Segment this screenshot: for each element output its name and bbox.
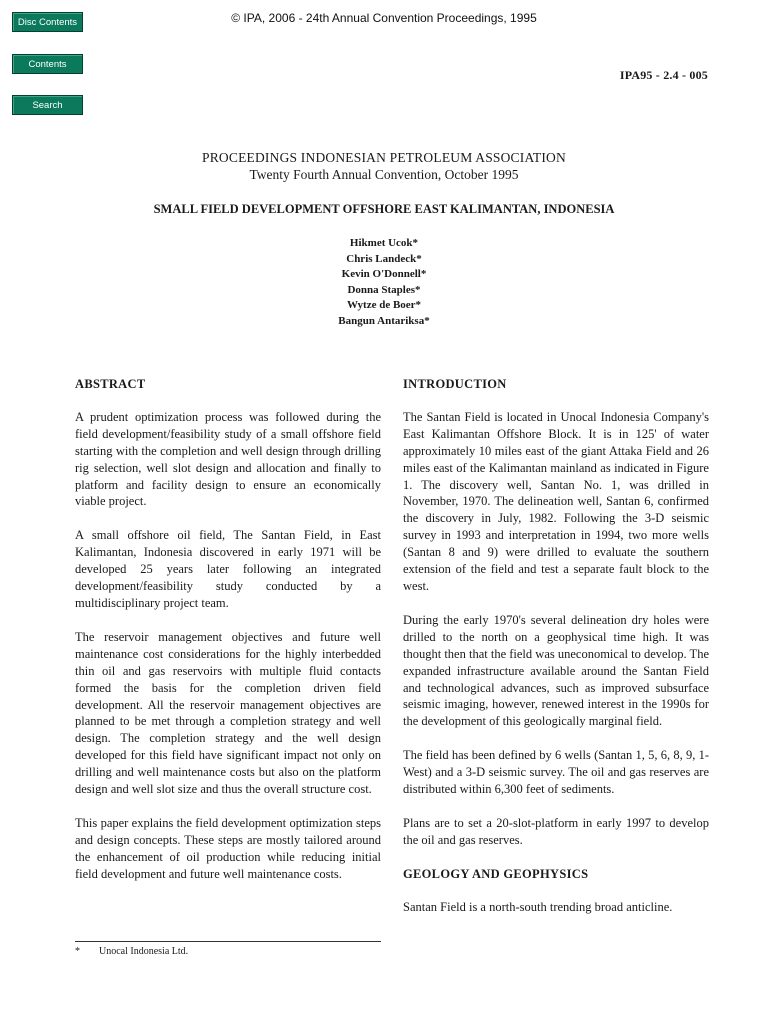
disc-contents-button[interactable]: Disc Contents: [12, 12, 83, 32]
copyright-header: © IPA, 2006 - 24th Annual Convention Proceedings, 1995: [231, 11, 537, 25]
author: Bangun Antariksa*: [338, 314, 430, 327]
footnote-divider: [75, 941, 381, 942]
paper-title: SMALL FIELD DEVELOPMENT OFFSHORE EAST KALIMANTAN, INDONESIA: [153, 202, 615, 216]
introduction-paragraph: The field has been defined by 6 wells (Santan 1, 5, 6, 8, 9, 1-West) and a 3-D seismic survey. The oil and gas reserves are distributed within 6,300 feet of sediments.: [403, 748, 709, 797]
introduction-heading: INTRODUCTION: [403, 377, 507, 391]
introduction-paragraph: Plans are to set a 20-slot-platform in early 1997 to develop the oil and gas reserves.: [403, 815, 709, 847]
author: Chris Landeck*: [346, 252, 422, 265]
author: Wytze de Boer*: [346, 299, 422, 311]
proceedings-title: PROCEEDINGS INDONESIAN PETROLEUM ASSOCIATION: [202, 150, 566, 165]
author: Kevin O'Donnell*: [341, 268, 427, 280]
convention-subtitle: Twenty Fourth Annual Convention, October 1995: [249, 167, 519, 182]
geology-paragraph: Santan Field is a north-south trending broad anticline.: [403, 899, 673, 914]
footnote-text: Unocal Indonesia Ltd.: [99, 946, 189, 957]
abstract-paragraph: The reservoir management objectives and future well maintenance cost considerations for the highly interbedded thin oil and gas reservoirs with multiple fluid contacts formed the basis for the completion driven field development. All the reservoir management objectives are planned to be met through a completion strategy and well design. The completion strategy and the well design developed for this field have significant impact not only on drilling and well maintenance costs but also on the platform design and well slot size and thus the overall structure cost.: [75, 629, 381, 797]
author: Hikmet Ucok*: [349, 237, 419, 249]
author: Donna Staples*: [347, 283, 421, 296]
left-column: [75, 376, 381, 900]
search-button[interactable]: Search: [12, 95, 83, 115]
geology-heading: GEOLOGY AND GEOPHYSICS: [403, 866, 589, 881]
abstract-heading: ABSTRACT: [75, 377, 146, 391]
author-list: [0, 236, 768, 329]
abstract-paragraph: This paper explains the field development optimization steps and design concepts. These steps are mostly tailored around the enhancement of oil production while reducing initial field development and future well maintenance costs.: [75, 815, 381, 881]
introduction-paragraph: During the early 1970's several delineation dry holes were drilled to the north on a geophysical time high. It was thought then that the field was uneconomical to develop. The expanded infrastructure available around the Santan Field and technological advances, such as improved subsurface seismic imaging, however, renewed interest in the 1990s for the development of this geologically marginal field.: [403, 612, 709, 729]
introduction-paragraph: The Santan Field is located in Unocal Indonesia Company's East Kalimantan Offshore Block. It is in 125' of water approximately 10 miles east of the giant Attaka Field and 26 miles east of the Kalimantan mainland as indicated in Figure 1. The discovery well, Santan No. 1, was drilled in November, 1970. The delineation well, Santan 6, confirmed the discovery in July, 1982. Following the 3-D seismic survey in 1993 and interpretation in 1994, two more wells (Santan 8 and 9) were drilled to evaluate the southern extension of the field and test a separate fault block to the west.: [403, 409, 709, 593]
abstract-paragraph: A small offshore oil field, The Santan Field, in East Kalimantan, Indonesia discovered in early 1971 will be developed 25 years later following an integrated development/feasibility study conducted by a multidisciplinary project team.: [75, 528, 381, 610]
right-column: [403, 376, 709, 933]
footnote-mark: *: [75, 946, 80, 957]
paper-id: IPA95 - 2.4 - 005: [619, 68, 708, 82]
abstract-paragraph: A prudent optimization process was followed during the field development/feasibility study of a small offshore field starting with the completion and well design through drilling rig selection, well slot design and allocation and finally to platform and facility design to ensure an economically viable project.: [75, 409, 381, 509]
footnote: [75, 946, 188, 957]
contents-button[interactable]: Contents: [12, 54, 83, 74]
